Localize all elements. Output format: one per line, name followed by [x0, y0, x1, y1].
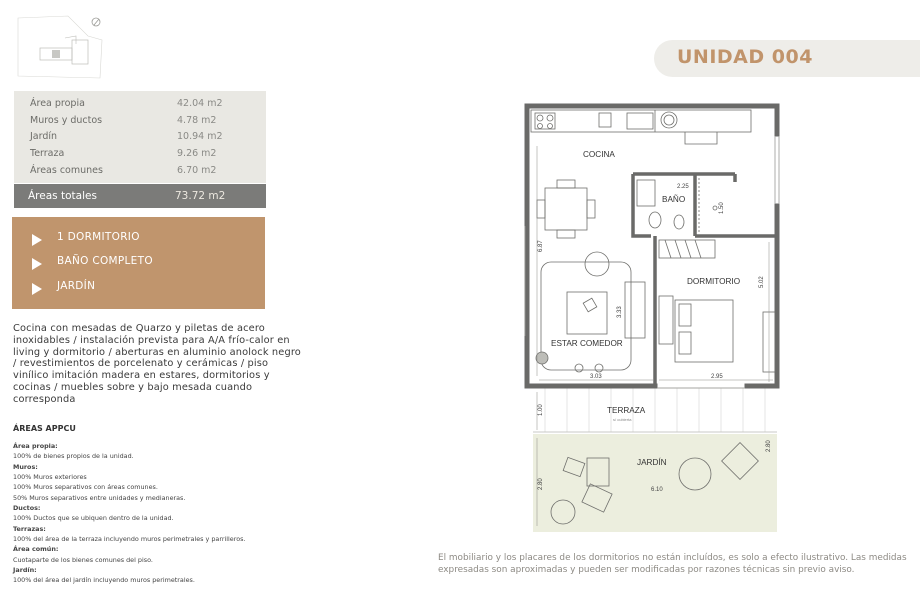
terrace-deck — [545, 388, 765, 432]
room-label-estar: ESTAR COMEDOR — [551, 339, 623, 348]
area-row — [30, 115, 250, 131]
dim-dorm-width: 2.95 — [711, 374, 723, 380]
total-area-row — [14, 184, 266, 208]
dim-bath-height: 1.50 — [719, 202, 725, 214]
features-box — [12, 217, 265, 309]
appcu-line: 100% Muros exteriores — [13, 473, 87, 482]
feature-label: BAÑO COMPLETO — [57, 255, 153, 267]
floor-plan — [515, 96, 790, 538]
unit-title: UNIDAD 004 — [677, 46, 813, 68]
appcu-heading: Jardín: — [13, 566, 37, 575]
appcu-line: 100% Muros separativos con áreas comunes. — [13, 483, 158, 492]
area-row — [30, 131, 250, 147]
appcu-heading: Muros: — [13, 462, 38, 471]
area-row — [30, 165, 250, 181]
dim-garden-height-right: 2.80 — [766, 440, 772, 452]
appcu-line: 50% Muros separativos entre unidades y medianeras. — [13, 493, 186, 502]
dim-bath-width: 2.25 — [677, 184, 689, 190]
living-furniture — [536, 252, 645, 372]
appcu-line: 100% de bienes propios de la unidad. — [13, 452, 134, 461]
appcu-line: 100% Ductos que se ubiquen dentro de la unidad. — [13, 514, 174, 523]
dim-left-height: 6.87 — [538, 240, 544, 252]
dim-garden-height-left: 2.80 — [538, 478, 544, 490]
appcu-notes — [13, 441, 283, 586]
area-row — [30, 148, 250, 164]
area-label: Áreas comunes — [30, 165, 103, 176]
play-arrow-icon — [32, 258, 42, 270]
appcu-heading: Área común: — [13, 545, 59, 554]
area-value: 6.70 m2 — [177, 165, 217, 176]
appcu-line: 100% del área de la terraza incluyendo muros perimetrales y parrilleros. — [13, 535, 246, 544]
feature-label: 1 DORMITORIO — [57, 231, 140, 243]
appcu-title: ÁREAS APPCU — [13, 424, 76, 433]
appcu-heading: Área propia: — [13, 442, 58, 450]
area-label: Terraza — [30, 148, 65, 159]
area-row — [30, 98, 250, 114]
room-label-jardin: JARDÍN — [637, 458, 667, 467]
area-value: 42.04 m2 — [177, 98, 223, 109]
area-value: 10.94 m2 — [177, 131, 223, 142]
finishes-description: Cocina con mesadas de Quarzo y piletas de acero inoxidables / instalación prevista para A/A frío-calor en living y dormitorio / aberturas en aluminio anolock negro / revestimientos de porcelenato y cerámicas / piso vinílico imitación madera en estares, dormitorios y cocinas / muebles sobre y bajo mesada cuando corresponda — [13, 323, 301, 405]
area-label: Jardín — [30, 131, 58, 142]
appcu-heading: Terrazas: — [13, 524, 46, 533]
dim-right-height: 5.02 — [759, 276, 765, 288]
terrace-sub-label: s/ cubierta — [613, 417, 632, 422]
dim-garden-width: 6.10 — [651, 487, 663, 493]
bedroom-furniture — [659, 240, 775, 372]
play-arrow-icon — [32, 234, 42, 246]
dim-terrace-height: 1.00 — [538, 404, 544, 416]
appcu-heading: Ductos: — [13, 504, 41, 513]
kitchen-counter — [531, 110, 751, 144]
disclaimer-note: El mobiliario y los placares de los dormitorios no están incluídos, es solo a efecto ilustrativo. Las medidas expresadas son aproximadas y pueden ser modificadas por razones técnicas sin previo aviso. — [438, 553, 907, 576]
room-label-dormitorio: DORMITORIO — [687, 277, 741, 286]
feature-label: JARDÍN — [57, 280, 96, 292]
dining-table — [537, 180, 595, 238]
area-value: 9.26 m2 — [177, 148, 217, 159]
total-label: Áreas totales — [28, 190, 97, 202]
room-label-bano: BAÑO — [662, 195, 686, 204]
room-label-terraza: TERRAZA — [607, 406, 646, 415]
room-label-cocina: COCINA — [583, 150, 615, 159]
key-map — [10, 14, 114, 80]
play-arrow-icon — [32, 283, 42, 295]
garden-area — [533, 434, 777, 532]
appcu-line: 100% del área del jardín incluyendo muros perimetrales. — [13, 576, 195, 585]
area-label: Muros y ductos — [30, 115, 103, 126]
dim-estar-width: 3.03 — [590, 374, 602, 380]
total-value: 73.72 m2 — [175, 190, 226, 202]
appcu-line: Cuotaparte de los bienes comunes del piso. — [13, 555, 153, 564]
unit-title-badge — [654, 40, 920, 77]
area-value: 4.78 m2 — [177, 115, 217, 126]
areas-table — [14, 91, 266, 183]
dim-estar-height: 3.33 — [617, 306, 623, 318]
area-label: Área propia — [30, 98, 85, 109]
